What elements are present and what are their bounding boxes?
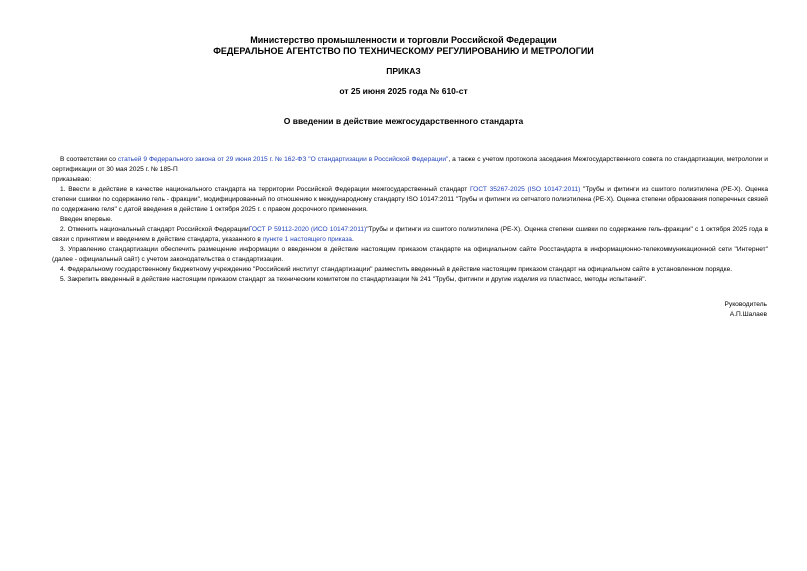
paragraph-first-intro: Введен впервые. [60,216,113,223]
text-span: В соответствии со [60,156,118,163]
text-span: 1. Ввести в действие в качестве национального стандарта на территории Российской Федерации межгосударственный стандарт [60,186,470,193]
agency-heading: ФЕДЕРАЛЬНОЕ АГЕНТСТВО ПО ТЕХНИЧЕСКОМУ РЕГУЛИРОВАНИЮ И МЕТРОЛОГИИ [213,46,594,56]
doc-date-number: от 25 июня 2025 года № 610-ст [339,86,468,96]
text-span: "Трубы и фитинги из сшитого полиэтилена (PE-X). Оценка степени сшивки по содержание гель-фракции" с 1 октября 2025 года в связи с принятием и введением в действие стандарта, указанного в [52,226,768,243]
paragraph-item-4: 4. Федеральному государственному бюджетному учреждению "Российский институт стандартизации" разместить введенный в действие настоящим приказом стандарт на официальном сайте в установленном порядке. [60,266,733,273]
text-span: "Трубы и фитинги из сшитого полиэтилена (PE-X). Оценка степени сшивки по содержанию гель - фракции", модифицированный по отношению к международному стандарту ISO 10147:2011 "Трубы и фитинги из сетчатого полиэтилена (PE-X). Оценка степени образования поперечных связей по содержанию геля" с датой введения в действие 1 октября 2025 г. с правом досрочного применения. [52,186,768,213]
signature-role: Руководитель [724,301,767,308]
gost-35267-link[interactable]: ГОСТ 35267-2025 (ISO 10147:2011) [469,186,581,193]
signature-block [725,300,767,320]
ministry-heading: Министерство промышленности и торговли Российской Федерации [250,35,557,45]
doc-type-heading: ПРИКАЗ [386,66,421,76]
law-link[interactable]: статьей 9 Федерального закона от 29 июня 2015 г. № 162-ФЗ "О стандартизации в Российской Федерации" [117,156,449,163]
text-span: , а также с учетом протокола заседания Межгосударственного совета по стандартизации, метрологии и сертификации от 30 мая 2025 г. № 185-П [52,156,768,173]
paragraph-item-3: 3. Управлению стандартизации обеспечить размещение информации о введенном в действие настоящим приказом стандарте на официальном сайте Росстандарта в информационно-телекоммуникационной сети "Интернет" (далее - официальный сайт) с учетом законодательства о стандартизации. [52,246,768,263]
paragraph-order: приказываю: [52,176,92,183]
paragraph-basis [52,155,768,175]
document-body [52,155,768,285]
text-span: . [351,236,354,243]
paragraph-item-2 [52,225,768,245]
gost-r-59112-link[interactable]: ГОСТ Р 59112-2020 (ИСО 10147:2011) [248,226,367,233]
paragraph-item-1 [52,185,768,215]
item-1-link[interactable]: пункте 1 настоящего приказа [262,236,352,243]
text-span: 2. Отменить национальный стандарт Российской Федерации [60,226,249,233]
doc-title: О введении в действие межгосударственного стандарта [283,116,524,126]
signature-name: А.П.Шалаев [729,311,767,318]
paragraph-item-5: 5. Закрепить введенный в действие настоящим приказом стандарт за техническим комитетом по стандартизации № 241 "Трубы, фитинги и другие изделия из пластмасс, методы испытаний". [60,276,647,283]
